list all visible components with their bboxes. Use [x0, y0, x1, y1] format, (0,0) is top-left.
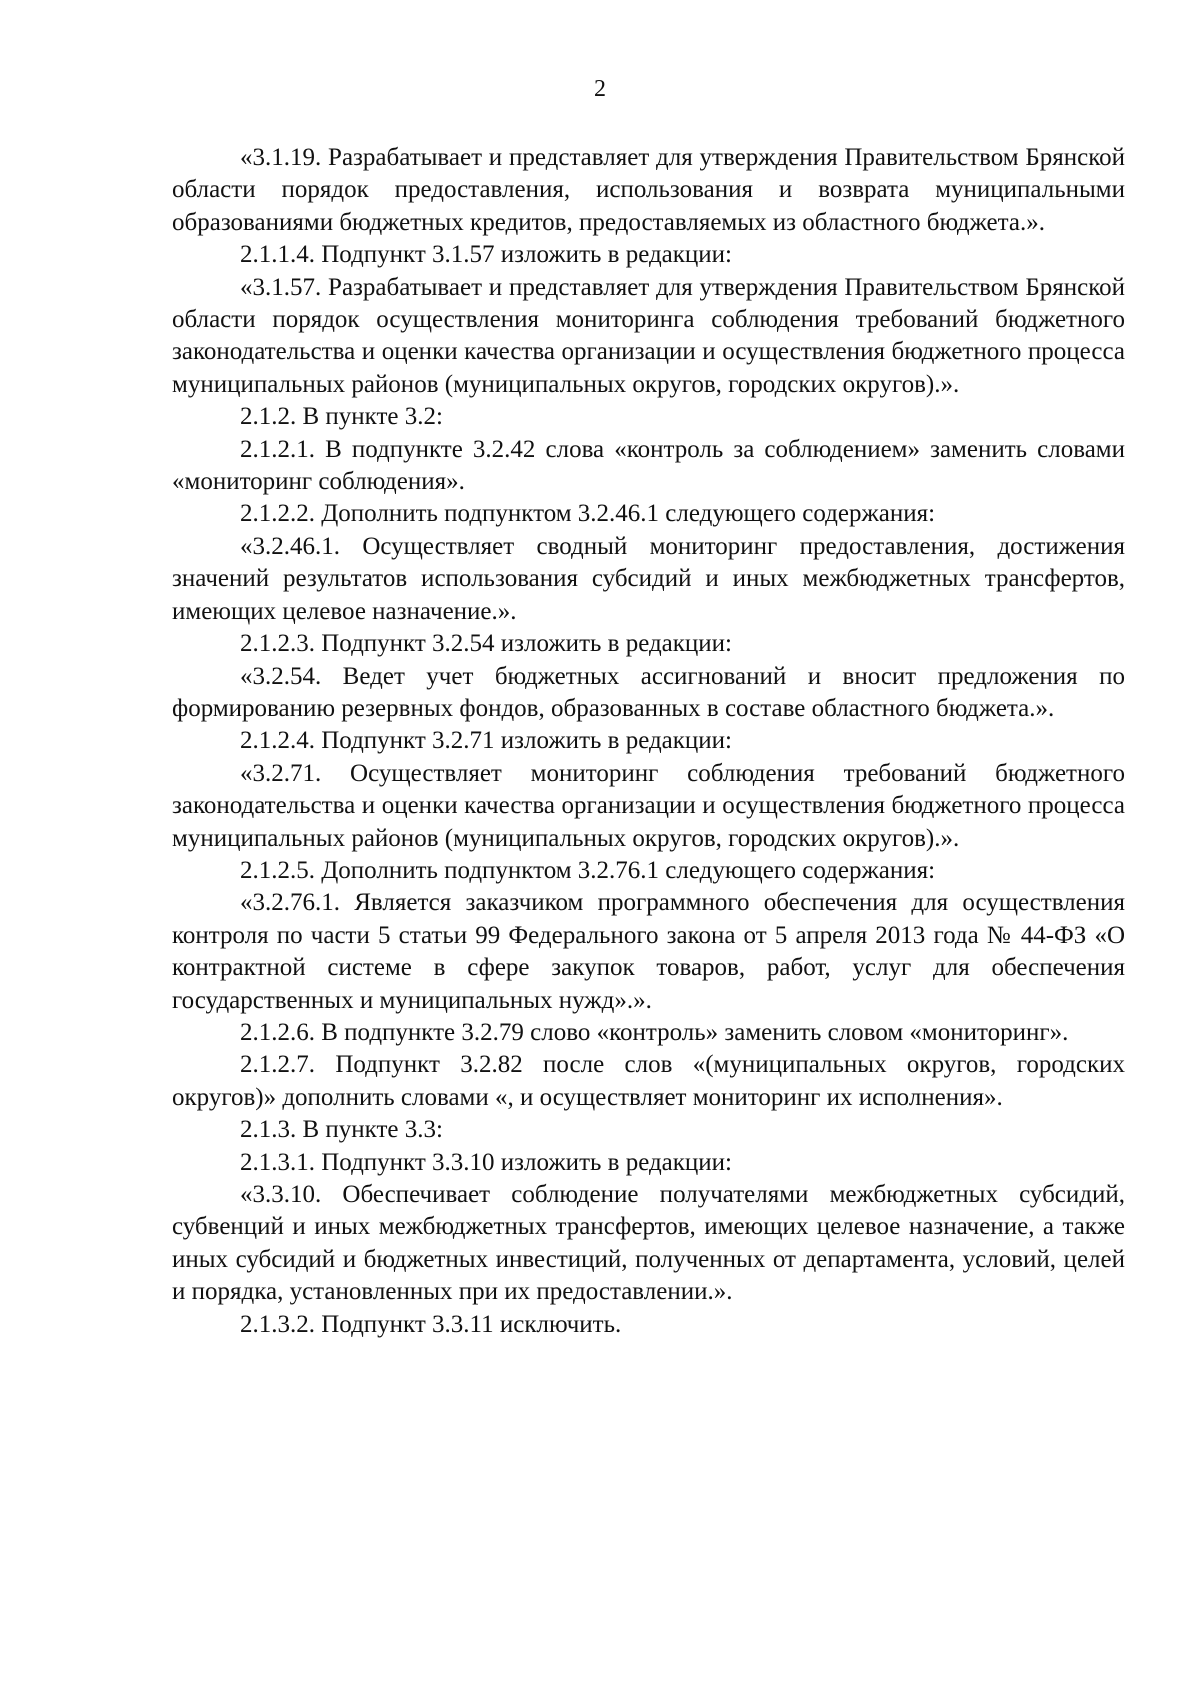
- paragraph: 2.1.3.2. Подпункт 3.3.11 исключить.: [240, 1310, 622, 1338]
- paragraph: «3.3.10. Обеспечивает соблюдение получателями межбюджетных субсидий, субвенций и иных межбюджетных трансфертов, имеющих целевое назначение, а также иных субсидий и бюджетных инвестиций, полученных от департамента, условий, целей и порядка, установленных при их предоставлении.».: [172, 1181, 1125, 1306]
- paragraph: 2.1.2.3. Подпункт 3.2.54 изложить в редакции:: [240, 630, 733, 658]
- paragraph: «3.1.19. Разрабатывает и представляет для утверждения Правительством Брянской области порядок предоставления, использования и возврата муниципальными образованиями бюджетных кредитов, предоставляемых из областного бюджета.».: [172, 144, 1125, 236]
- page-number: 2: [594, 76, 606, 102]
- paragraph: 2.1.2.2. Дополнить подпунктом 3.2.46.1 следующего содержания:: [240, 500, 936, 528]
- paragraph: 2.1.2.6. В подпункте 3.2.79 слово «контроль» заменить словом «мониторинг».: [240, 1018, 1069, 1046]
- paragraph: 2.1.2.7. Подпункт 3.2.82 после слов «(муниципальных округов, городских округов)» дополнить словами «, и осуществляет мониторинг их исполнения».: [172, 1051, 1125, 1111]
- paragraph: 2.1.2.5. Дополнить подпунктом 3.2.76.1 следующего содержания:: [240, 856, 936, 884]
- paragraph: «3.2.71. Осуществляет мониторинг соблюдения требований бюджетного законодательства и оценки качества организации и осуществления бюджетного процесса муниципальных районов (муниципальных округов, городских округов).».: [172, 759, 1125, 852]
- document-body: [172, 142, 1125, 1341]
- paragraph: 2.1.3.1. Подпункт 3.3.10 изложить в редакции:: [240, 1148, 733, 1176]
- paragraph: 2.1.1.4. Подпункт 3.1.57 изложить в редакции:: [240, 241, 733, 269]
- paragraph: «3.2.46.1. Осуществляет сводный мониторинг предоставления, достижения значений результатов использования субсидий и иных межбюджетных трансфертов, имеющих целевое назначение.».: [172, 532, 1125, 625]
- paragraph: 2.1.3. В пункте 3.3:: [240, 1116, 443, 1144]
- paragraph: 2.1.2.1. В подпункте 3.2.42 слова «контроль за соблюдением» заменить словами «мониторинг соблюдения».: [172, 435, 1125, 496]
- paragraph: «3.2.54. Ведет учет бюджетных ассигнований и вносит предложения по формированию резервных фондов, образованных в составе областного бюджета.».: [172, 662, 1125, 722]
- paragraph: 2.1.2.4. Подпункт 3.2.71 изложить в редакции:: [240, 727, 733, 755]
- paragraph: «3.2.76.1. Является заказчиком программного обеспечения для осуществления контроля по части 5 статьи 99 Федерального закона от 5 апреля 2013 года № 44-ФЗ «О контрактной системе в сфере закупок товаров, работ, услуг для обеспечения государственных и муниципальных нужд».».: [172, 889, 1125, 1014]
- paragraph: «3.1.57. Разрабатывает и представляет для утверждения Правительством Брянской области порядок осуществления мониторинга соблюдения требований бюджетного законодательства и оценки качества организации и осуществления бюджетного процесса муниципальных районов (муниципальных округов, городских округов).».: [172, 273, 1125, 398]
- paragraph: 2.1.2. В пункте 3.2:: [240, 403, 443, 431]
